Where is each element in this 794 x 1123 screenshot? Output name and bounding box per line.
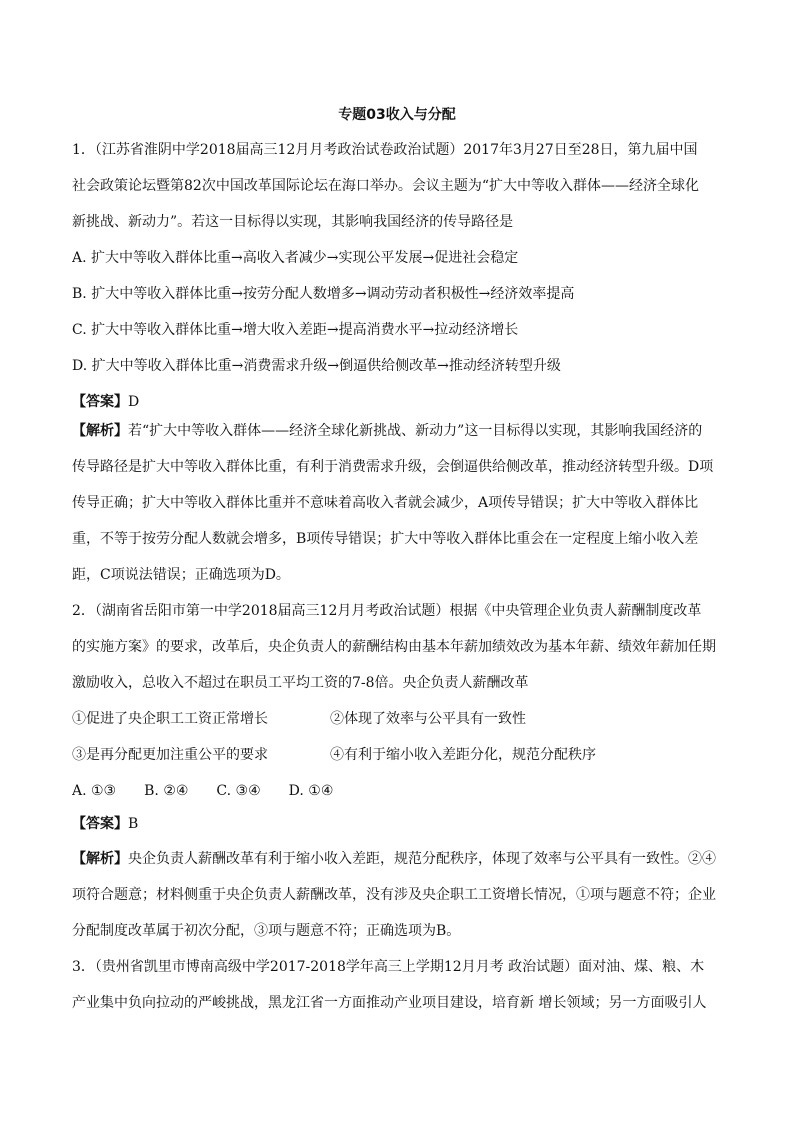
q2-item-3: ③是再分配更加注重公平的要求 (72, 747, 268, 763)
q2-answer (72, 806, 722, 842)
q2-items-row-2 (72, 737, 722, 773)
analysis-text: 若“扩大中等收入群体——经济全球化新挑战、新动力”这一目标得以实现，其影响我国经济的 (128, 423, 703, 439)
analysis-text: 央企负责人薪酬改革有利于缩小收入差距，规范分配秩序，体现了效率与公平具有一致性。②④ (128, 851, 716, 867)
q1-analysis-line-1 (72, 413, 722, 449)
q2-choice-a: A. ①③ (72, 783, 117, 799)
q2-analysis-line-1 (72, 841, 722, 877)
q1-analysis-line-2: 传导路径是扩大中等收入群体比重，有利于消费需求升级，会倒逼供给侧改革，推动经济转型升级。D项 (72, 459, 714, 475)
q2-choice-c: C. ③④ (216, 783, 261, 799)
q2-item-4: ④有利于缩小收入差距分化，规范分配秩序 (330, 747, 596, 763)
q2-choices (72, 773, 722, 809)
q1-analysis-line-3: 传导正确；扩大中等收入群体比重并不意味着高收入者就会减少，A项传导错误；扩大中等收入群体比 (72, 495, 699, 511)
q1-option-b: B. 扩大中等收入群体比重→按劳分配人数增多→调动劳动者积极性→经济效率提高 (72, 286, 575, 302)
q1-stem-line-2: 社会政策论坛暨第82次中国改革国际论坛在海口举办。会议主题为“扩大中等收入群体——经济全球化 (72, 178, 699, 194)
analysis-label: 【解析】 (72, 423, 128, 439)
q2-analysis-line-2: 项符合题意；材料侧重于央企负责人薪酬改革，没有涉及央企职工工资增长情况，①项与题意不符；企业 (72, 887, 716, 903)
page-title: 专题03收入与分配 (338, 107, 456, 123)
q1-stem-line-3: 新挑战、新动力”。若这一目标得以实现，其影响我国经济的传导路径是 (72, 214, 514, 230)
answer-label: 【答案】 (72, 394, 128, 410)
answer-label: 【答案】 (72, 816, 128, 832)
q2-analysis-line-3: 分配制度改革属于初次分配，③项与题意不符；正确选项为B。 (72, 923, 461, 939)
q2-choice-b: B. ②④ (144, 783, 189, 799)
q3-stem-line-2: 产业集中负向拉动的严峻挑战，黑龙江省一方面推动产业项目建设，培育新 增长领域；另一方面吸引人 (72, 995, 707, 1011)
analysis-label: 【解析】 (72, 851, 128, 867)
q2-stem-line-3: 激励收入，总收入不超过在职员工平均工资的7-8倍。央企负责人薪酬改革 (72, 675, 529, 691)
answer-value: B (128, 816, 139, 832)
answer-value: D (128, 394, 140, 410)
q3-stem-line-1: 3．（贵州省凯里市博南高级中学2017-2018学年高三上学期12月月考 政治试题）面对油、煤、粮、木 (72, 959, 705, 975)
q1-option-d: D. 扩大中等收入群体比重→消费需求升级→倒逼供给侧改革→推动经济转型升级 (72, 358, 561, 374)
q2-stem-line-1: 2．（湖南省岳阳市第一中学2018届高三12月月考政治试题）根据《中央管理企业负责人薪酬制度改革 (72, 603, 702, 619)
q1-option-a: A. 扩大中等收入群体比重→高收入者减少→实现公平发展→促进社会稳定 (72, 250, 519, 266)
q2-stem-line-2: 的实施方案》的要求，改革后，央企负责人的薪酬结构由基本年薪加绩效改为基本年薪、绩效年薪加任期 (72, 639, 716, 655)
q1-option-c: C. 扩大中等收入群体比重→增大收入差距→提高消费水平→拉动经济增长 (72, 322, 519, 338)
q2-items-row-1 (72, 701, 722, 737)
q1-stem-line-1: 1．（江苏省淮阴中学2018届高三12月月考政治试卷政治试题）2017年3月27日至28日，第九届中国 (72, 142, 698, 158)
q2-item-2: ②体现了效率与公平具有一致性 (330, 711, 526, 727)
q1-analysis-line-5: 距，C项说法错误；正确选项为D。 (72, 567, 290, 583)
q1-analysis-line-4: 重，不等于按劳分配人数就会增多，B项传导错误；扩大中等收入群体比重会在一定程度上缩小收入差 (72, 531, 699, 547)
q2-item-1: ①促进了央企职工工资正常增长 (72, 711, 268, 727)
q2-choice-d: D. ①④ (288, 783, 334, 799)
